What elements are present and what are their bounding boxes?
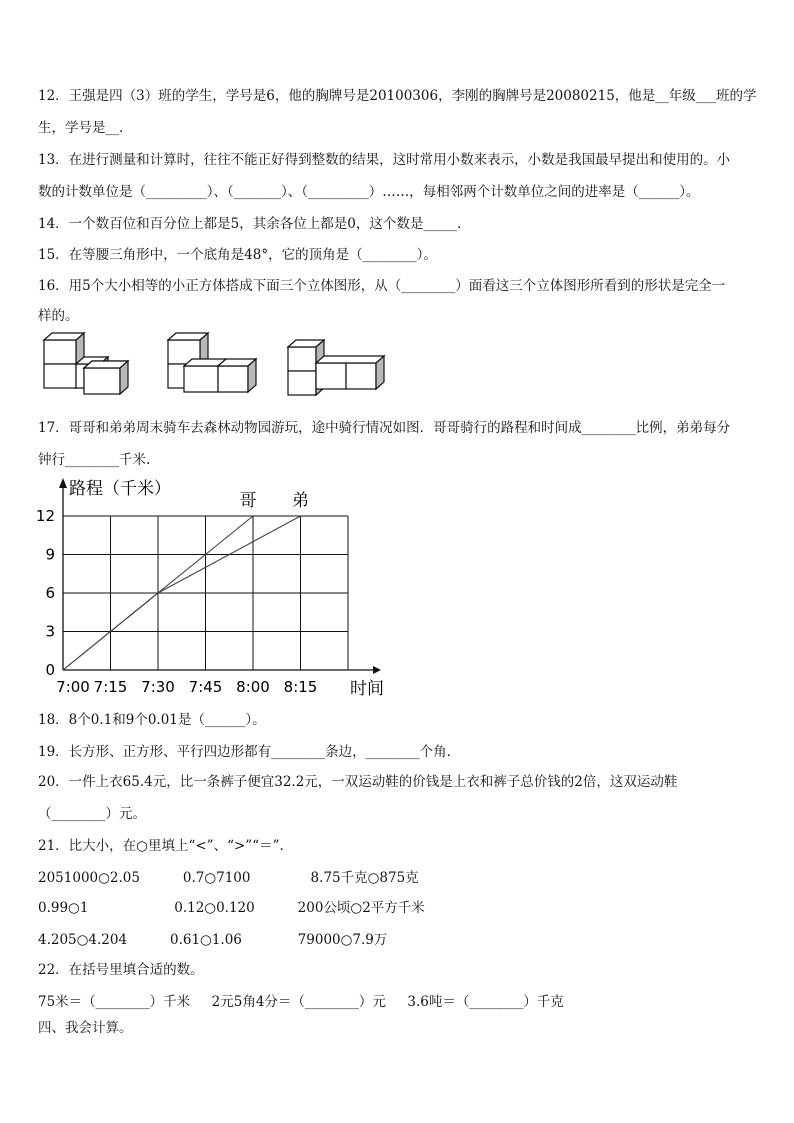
x-tick-label: 7:45: [188, 678, 223, 696]
line-16a: 16．用5个大小相等的小正方体搭成下面三个立体图形，从（________）面看这三个立体图形所看到的形状是完全一: [38, 278, 726, 294]
compare-row-3: 4.205○4.204 0.61○1.06 79000○7.9万: [38, 932, 388, 948]
y-tick-label: 12: [35, 507, 55, 525]
line-22: 22．在括号里填合适的数。: [38, 962, 204, 978]
line-19: 19．长方形、正方形、平行四边形都有________条边，________个角．: [38, 744, 461, 760]
x-tick-label: 7:00: [56, 678, 90, 696]
compare-row-2: 0.99○1 0.12○0.120 200公顷○2平方千米: [38, 900, 425, 916]
line-13b: 数的计数单位是（_________）、（_______）、（_________）……，每相邻两个计数单位之间的进率是（______）。: [38, 184, 700, 200]
line-13a: 13．在进行测量和计算时，往往不能正好得到整数的结果，这时常用小数来表示，小数是我国最早提出和使用的。小: [38, 152, 731, 168]
y-tick-label: 0: [45, 661, 55, 679]
line-20a: 20．一件上衣65.4元，比一条裤子便宜32.2元，一双运动鞋的价钱是上衣和裤子总价钱的2倍，这双运动鞋: [38, 774, 678, 790]
line-16b: 样的。: [38, 308, 79, 324]
y-tick-label: 9: [45, 545, 55, 564]
cube-figure-3: [288, 340, 384, 395]
cube-figure-2: [168, 333, 256, 392]
compare-row-1: 2051000○2.05 0.7○7100 8.75千克○875克: [38, 870, 419, 886]
y-axis-arrow: [59, 478, 67, 488]
x-tick-label: 7:30: [141, 678, 175, 696]
section-heading: 四、我会计算。: [38, 1020, 133, 1036]
line-12b: 生，学号是__.: [38, 120, 124, 136]
line-17b: 钟行________千米.: [38, 452, 151, 468]
line-15: 15．在等腰三角形中，一个底角是48°，它的顶角是（________）。: [38, 247, 437, 263]
x-tick-label: 8:15: [283, 678, 318, 696]
line-18: 18．8个0.1和9个0.01是（______）。: [38, 712, 266, 728]
x-axis-label: 时间: [350, 679, 384, 699]
cube-figures: [40, 330, 400, 400]
line-12a: 12．王强是四（3）班的学生，学号是6，他的胸牌号是20100306，李刚的胸牌号是20080215，他是__年级___班的学: [38, 88, 757, 104]
line-17a: 17．哥哥和弟弟周末骑车去森林动物园游玩，途中骑行情况如图．哥哥骑行的路程和时间成________比例，弟弟每分: [38, 420, 731, 436]
y-axis-label: 路程（千米）: [69, 479, 171, 499]
series-label-1: 哥: [239, 491, 257, 511]
y-tick-label: 3: [45, 622, 55, 641]
line-22-fill: 75米＝（________）千米 2元5角4分＝（________）元 3.6吨＝（________）千克: [38, 994, 564, 1010]
distance-time-chart: [30, 474, 384, 704]
x-tick-label: 7:15: [93, 678, 128, 696]
series-label-2: 弟: [292, 491, 309, 511]
x-tick-label: 8:00: [236, 678, 270, 696]
y-tick-label: 6: [45, 584, 55, 602]
cube-figure-1: [44, 333, 128, 394]
line-14: 14．一个数百位和百分位上都是5，其余各位上都是0，这个数是_____．: [38, 216, 471, 232]
line-21: 21．比大小，在○里填上“<”、“>”“＝”.: [38, 838, 284, 854]
x-axis-arrow: [373, 666, 381, 674]
line-20b: （________）元。: [38, 806, 146, 822]
